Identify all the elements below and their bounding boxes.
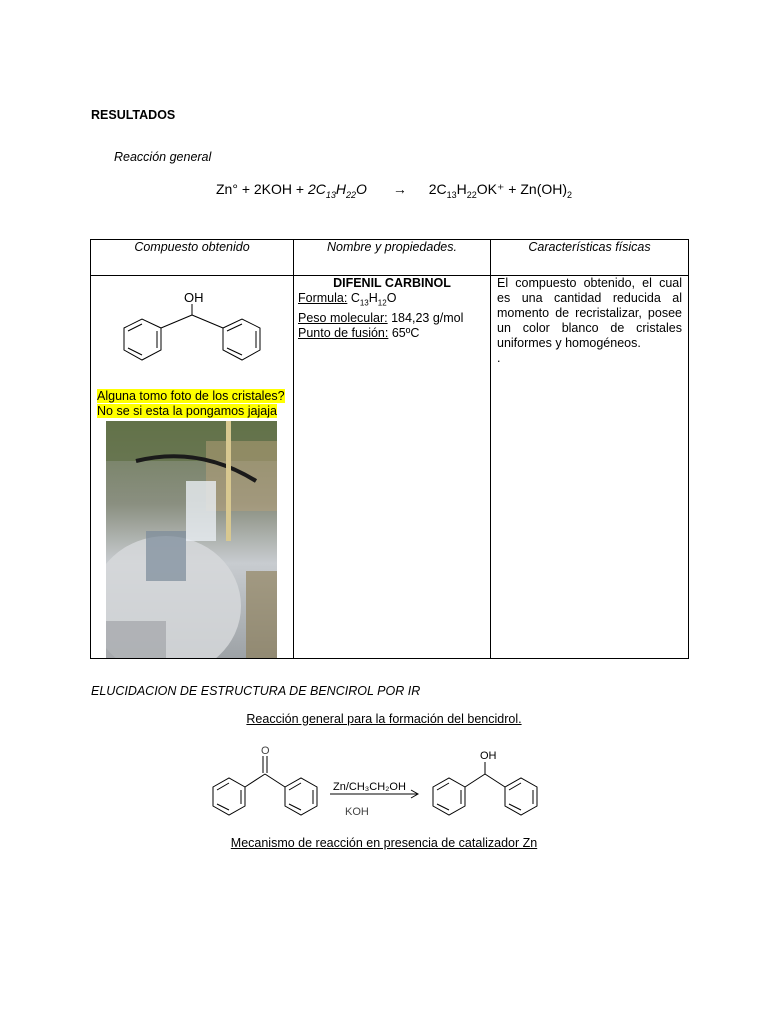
ir-section-heading: ELUCIDACION DE ESTRUCTURA DE BENCIROL POR IR xyxy=(91,684,421,698)
header-physical: Características físicas xyxy=(491,240,689,276)
svg-text:KOH: KOH xyxy=(345,806,369,818)
benzhydrol-reaction-scheme xyxy=(205,742,550,822)
compound-cell xyxy=(91,276,294,659)
mechanism-caption: Mecanismo de reacción en presencia de catalizador Zn xyxy=(230,836,538,850)
reaction-caption: Reacción general para la formación del bencidrol. xyxy=(246,712,522,726)
results-heading: RESULTADOS xyxy=(91,108,176,122)
general-reaction-subheading: Reacción general xyxy=(114,150,212,164)
formula-row: Formula: $C_{13}H_{12}O$ xyxy=(298,291,397,308)
crystals-photo xyxy=(106,421,277,658)
results-table xyxy=(90,239,689,659)
name-properties-cell xyxy=(294,276,491,659)
physical-characteristics-cell xyxy=(491,276,689,659)
physical-description: El compuesto obtenido, el cual es una cantidad reducida al momento de recristalizar, posee un color blanco de cristales uniformes y homogéneos. xyxy=(497,276,682,350)
diphenylcarbinol-structure xyxy=(109,288,279,378)
photo-note: Alguna tomo foto de los cristales? No se si esta la pongamos jajaja xyxy=(97,389,285,418)
svg-text:OH: OH xyxy=(184,290,204,305)
header-compound: Compuesto obtenido xyxy=(91,240,294,276)
reaction-arrow: → xyxy=(392,181,407,197)
svg-text:Zn/CH₃CH₂OH: Zn/CH₃CH₂OH xyxy=(333,781,406,793)
melting-point-row: Punto de fusión: 65ºC xyxy=(298,325,420,340)
header-name-properties: Nombre y propiedades. xyxy=(294,240,491,276)
general-reaction-equation: $Zn^\circ + 2KOH + 2C_{13}H_{22}O \to 2C_{13}H_{22}OK^+ + Zn(OH)_2$ xyxy=(216,181,573,200)
molecular-weight-row: Peso molecular: 184,23 g/mol xyxy=(298,310,464,325)
svg-text:O: O xyxy=(261,745,270,757)
svg-text:OH: OH xyxy=(480,750,497,762)
compound-name: DIFENIL CARBINOL xyxy=(333,276,451,290)
physical-dot: . xyxy=(497,351,501,365)
